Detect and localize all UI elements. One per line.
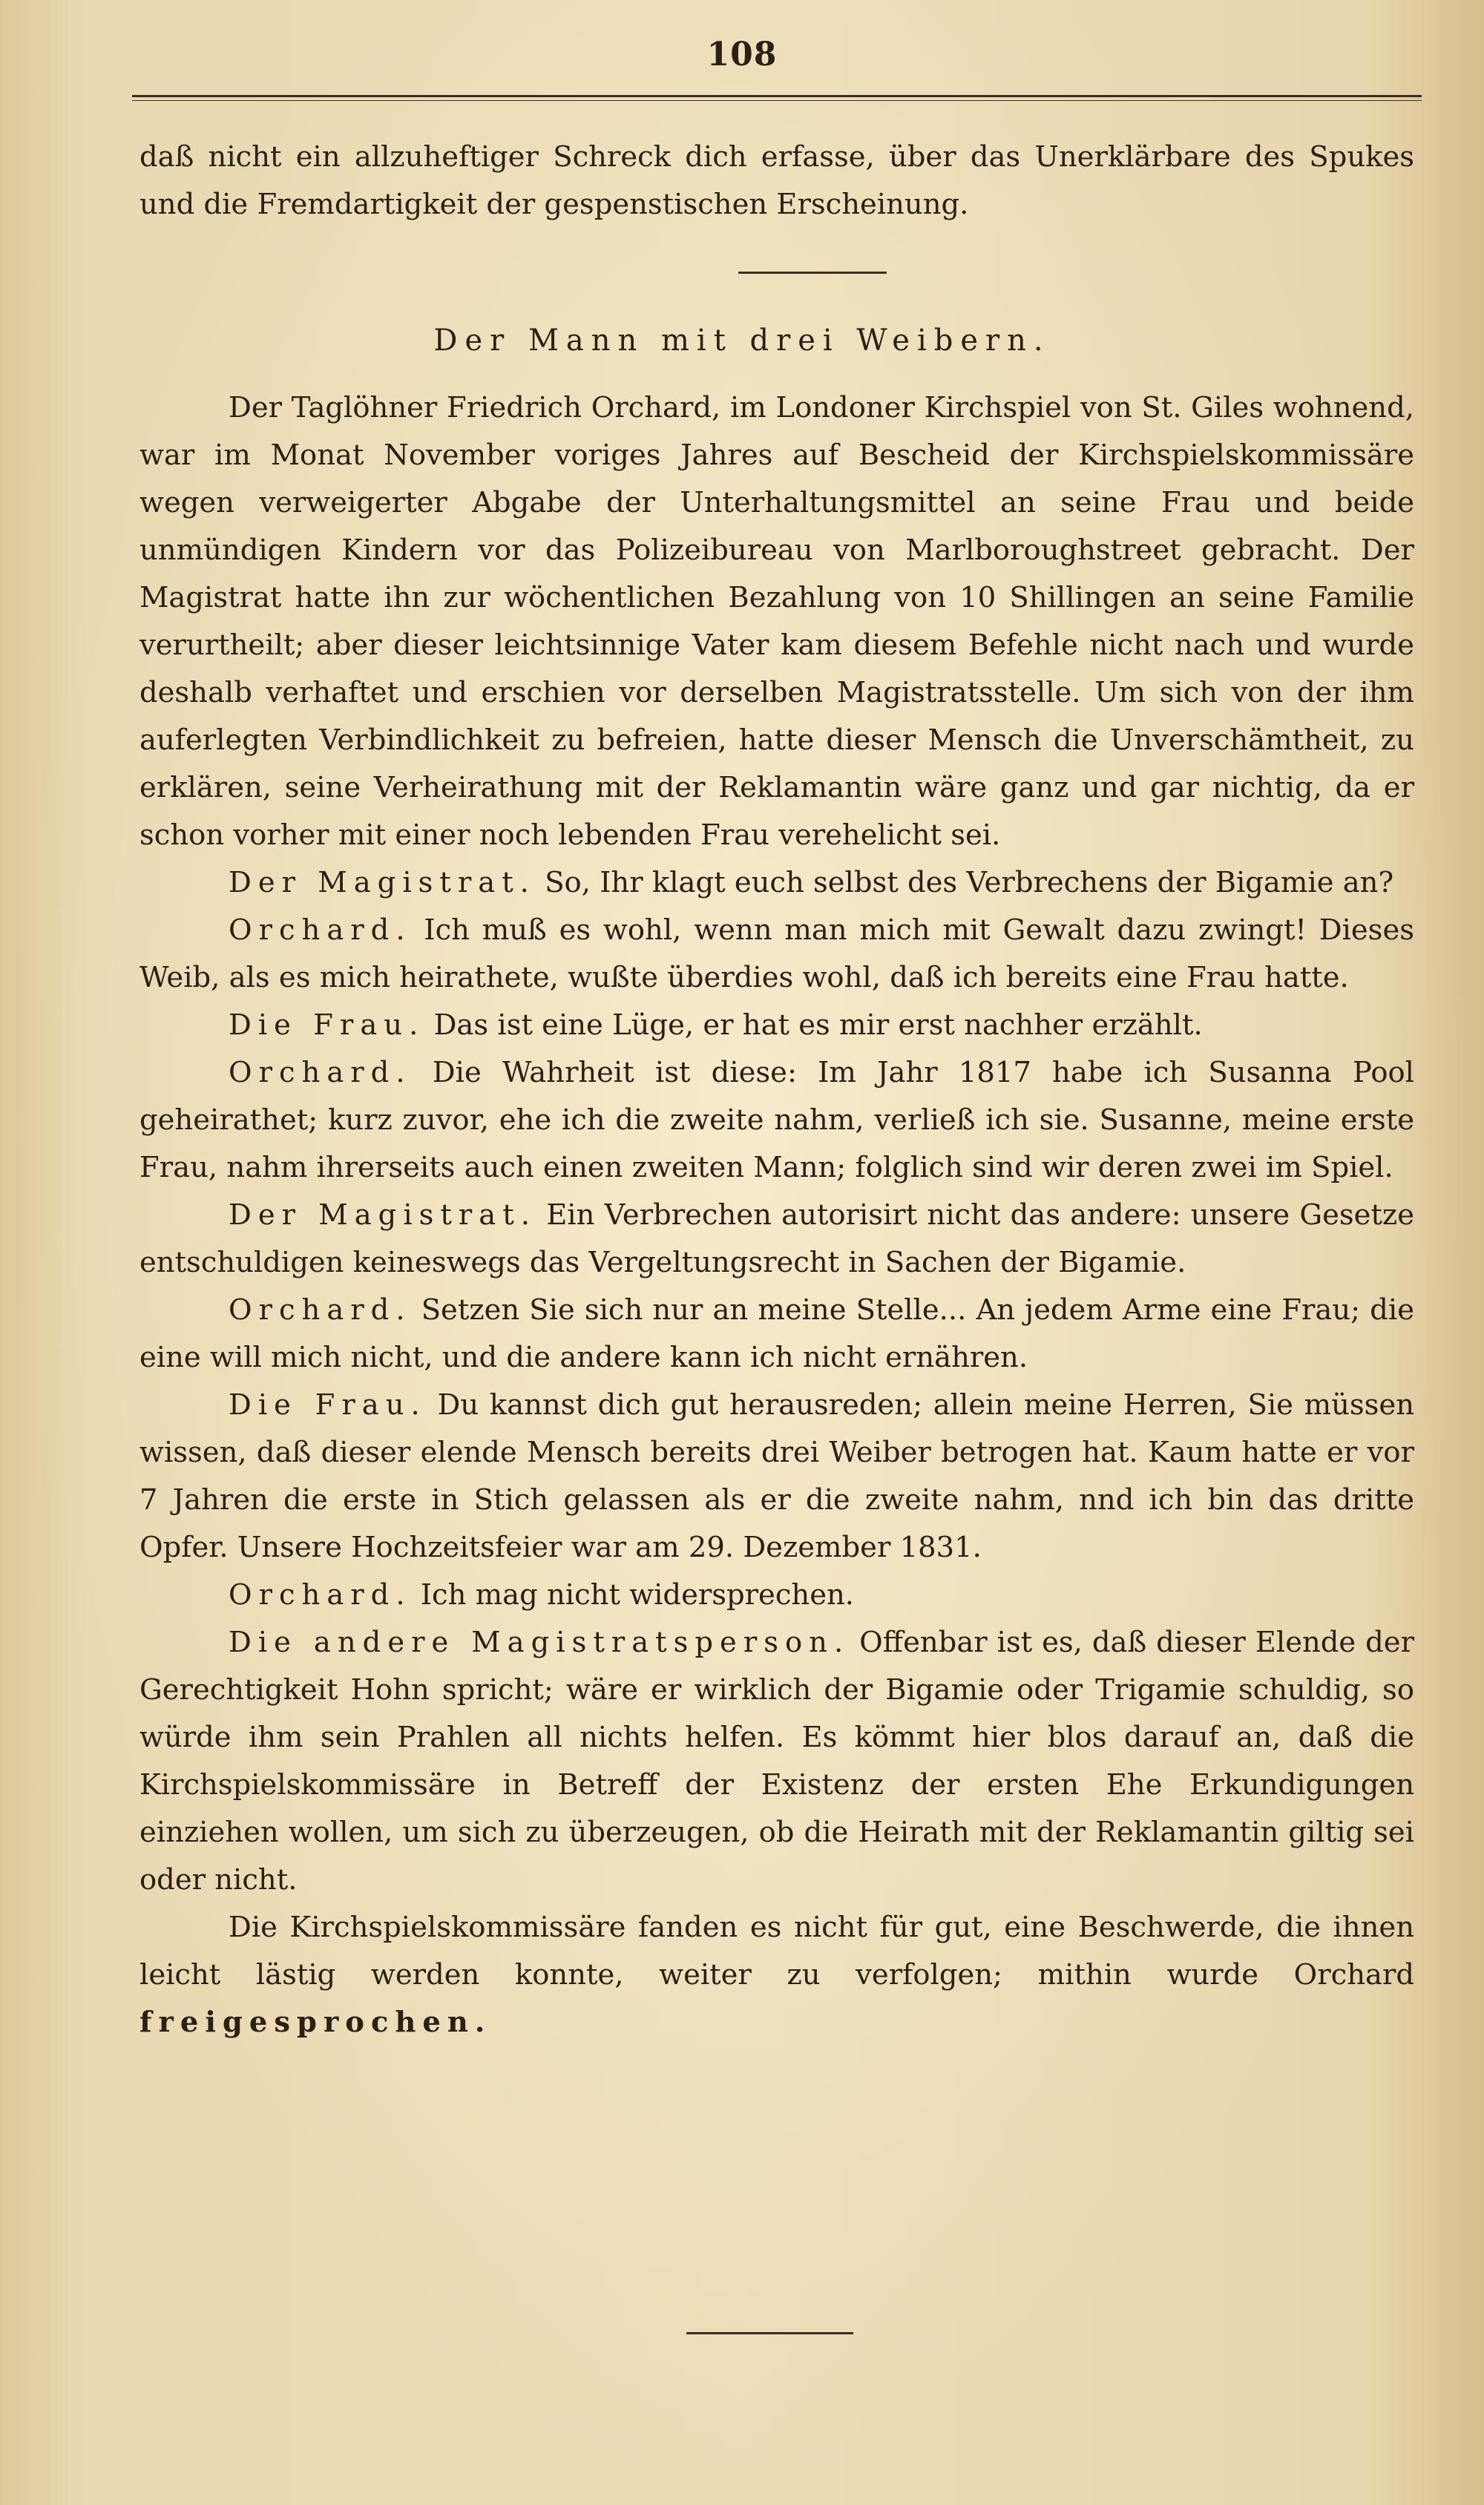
dialogue-text: Ein Verbrechen autorisirt nicht das andere: unsere Gesetze entschuldigen keineswegs das Vergeltungsrecht in Sachen der Bigamie. [139, 1198, 1414, 1279]
article-title: Der Mann mit drei Weibern. [433, 324, 1051, 358]
paragraph-11 [139, 1904, 1414, 2046]
verdict: freigesprochen. [139, 2006, 492, 2039]
paragraph-3 [139, 907, 1414, 1002]
dialogue-text: Die Wahrheit ist diese: Im Jahr 1817 habe ich Susanna Pool geheirathet; kurz zuvor, ehe ich die zweite nahm, verließ ich sie. Susanne, meine erste Frau, nahm ihrerseits auch einen zweiten Mann; folglich sind wir deren zwei im Spiel. [139, 1056, 1414, 1184]
speaker-label: Orchard. [229, 1056, 412, 1089]
paragraph-5 [139, 1049, 1414, 1192]
section-separator [738, 272, 887, 274]
speaker-label: Die Frau. [229, 1008, 425, 1042]
paragraph-4 [139, 1002, 1414, 1049]
paragraph-10 [139, 1619, 1414, 1904]
end-separator [686, 2332, 853, 2334]
paragraph-8 [139, 1382, 1414, 1572]
dialogue-text: So, Ihr klagt euch selbst des Verbrechens der Bigamie an? [545, 866, 1394, 899]
page-number: 108 [706, 36, 778, 73]
dialogue-text: Ich muß es wohl, wenn man mich mit Gewalt dazu zwingt! Dieses Weib, als es mich heirathete, wußte überdies wohl, daß ich bereits eine Frau hatte. [139, 913, 1414, 994]
speaker-label: Orchard. [229, 1578, 412, 1612]
speaker-label: Der Magistrat. [229, 1198, 536, 1232]
speaker-label: Der Magistrat. [229, 866, 536, 899]
dialogue-text: Offenbar ist es, daß dieser Elende der Gerechtigkeit Hohn spricht; wäre er wirklich der Bigamie oder Trigamie schuldig, so würde ihm sein Prahlen all nichts helfen. Es kömmt hier blos darauf an, daß die Kirchspielskommissäre in Betreff der Existenz der ersten Ehe Erkundigungen einziehen wollen, um sich zu überzeugen, ob die Heirath mit der Reklamantin giltig sei oder nicht. [139, 1626, 1414, 1897]
dialogue-text: Du kannst dich gut herausreden; allein meine Herren, Sie müssen wissen, daß dieser elende Mensch bereits drei Weiber betrogen hat. Kaum hatte er vor 7 Jahren die erste in Stich gelassen als er die zweite nahm, nnd ich bin das dritte Opfer. Unsere Hochzeitsfeier war am 29. Dezember 1831. [139, 1388, 1414, 1564]
paragraph-2 [139, 859, 1414, 907]
paragraph-7 [139, 1287, 1414, 1382]
paragraph-1: Der Taglöhner Friedrich Orchard, im Londoner Kirchspiel von St. Giles wohnend, war im Monat November voriges Jahres auf Bescheid der Kirchspielskommissäre wegen verweigerter Abgabe der Unterhaltungsmittel an seine Frau und beide unmündigen Kindern vor das Polizeibureau von Marlboroughstreet gebracht. Der Magistrat hatte ihn zur wöchentlichen Bezahlung von 10 Shillingen an seine Familie verurtheilt; aber dieser leichtsinnige Vater kam diesem Befehle nicht nach und wurde deshalb verhaftet und erschien vor derselben Magistratsstelle. Um sich von der ihm auferlegten Verbindlichkeit zu befreien, hatte dieser Mensch die Unverschämtheit, zu erklären, seine Verheirathung mit der Reklamantin wäre ganz und gar nichtig, da er schon vorher mit einer noch lebenden Frau verehelicht sei. [139, 391, 1414, 852]
header-rule [132, 95, 1422, 97]
dialogue-text: Das ist eine Lüge, er hat es mir erst nachher erzählt. [433, 1008, 1203, 1042]
intro-paragraph: daß nicht ein allzuheftiger Schreck dich erfasse, über das Unerklärbare des Spukes und die Fremdartigkeit der gespenstischen Erscheinung. [139, 140, 1414, 221]
speaker-label: Orchard. [229, 1293, 412, 1327]
paragraph-6 [139, 1192, 1414, 1287]
paragraph-9 [139, 1572, 1414, 1619]
speaker-label: Die Frau. [229, 1388, 427, 1422]
closing-text: Die Kirchspielskommissäre fanden es nicht für gut, eine Beschwerde, die ihnen leicht lästig werden konnte, weiter zu verfolgen; mithin wurde Orchard [139, 1911, 1414, 1992]
dialogue-text: Setzen Sie sich nur an meine Stelle... An jedem Arme eine Frau; die eine will mich nicht, und die andere kann ich nicht ernähren. [139, 1293, 1414, 1374]
speaker-label: Die andere Magistratsperson. [229, 1626, 850, 1659]
speaker-label: Orchard. [229, 913, 412, 947]
dialogue-text: Ich mag nicht widersprechen. [420, 1578, 855, 1612]
article-body [139, 384, 1414, 2046]
